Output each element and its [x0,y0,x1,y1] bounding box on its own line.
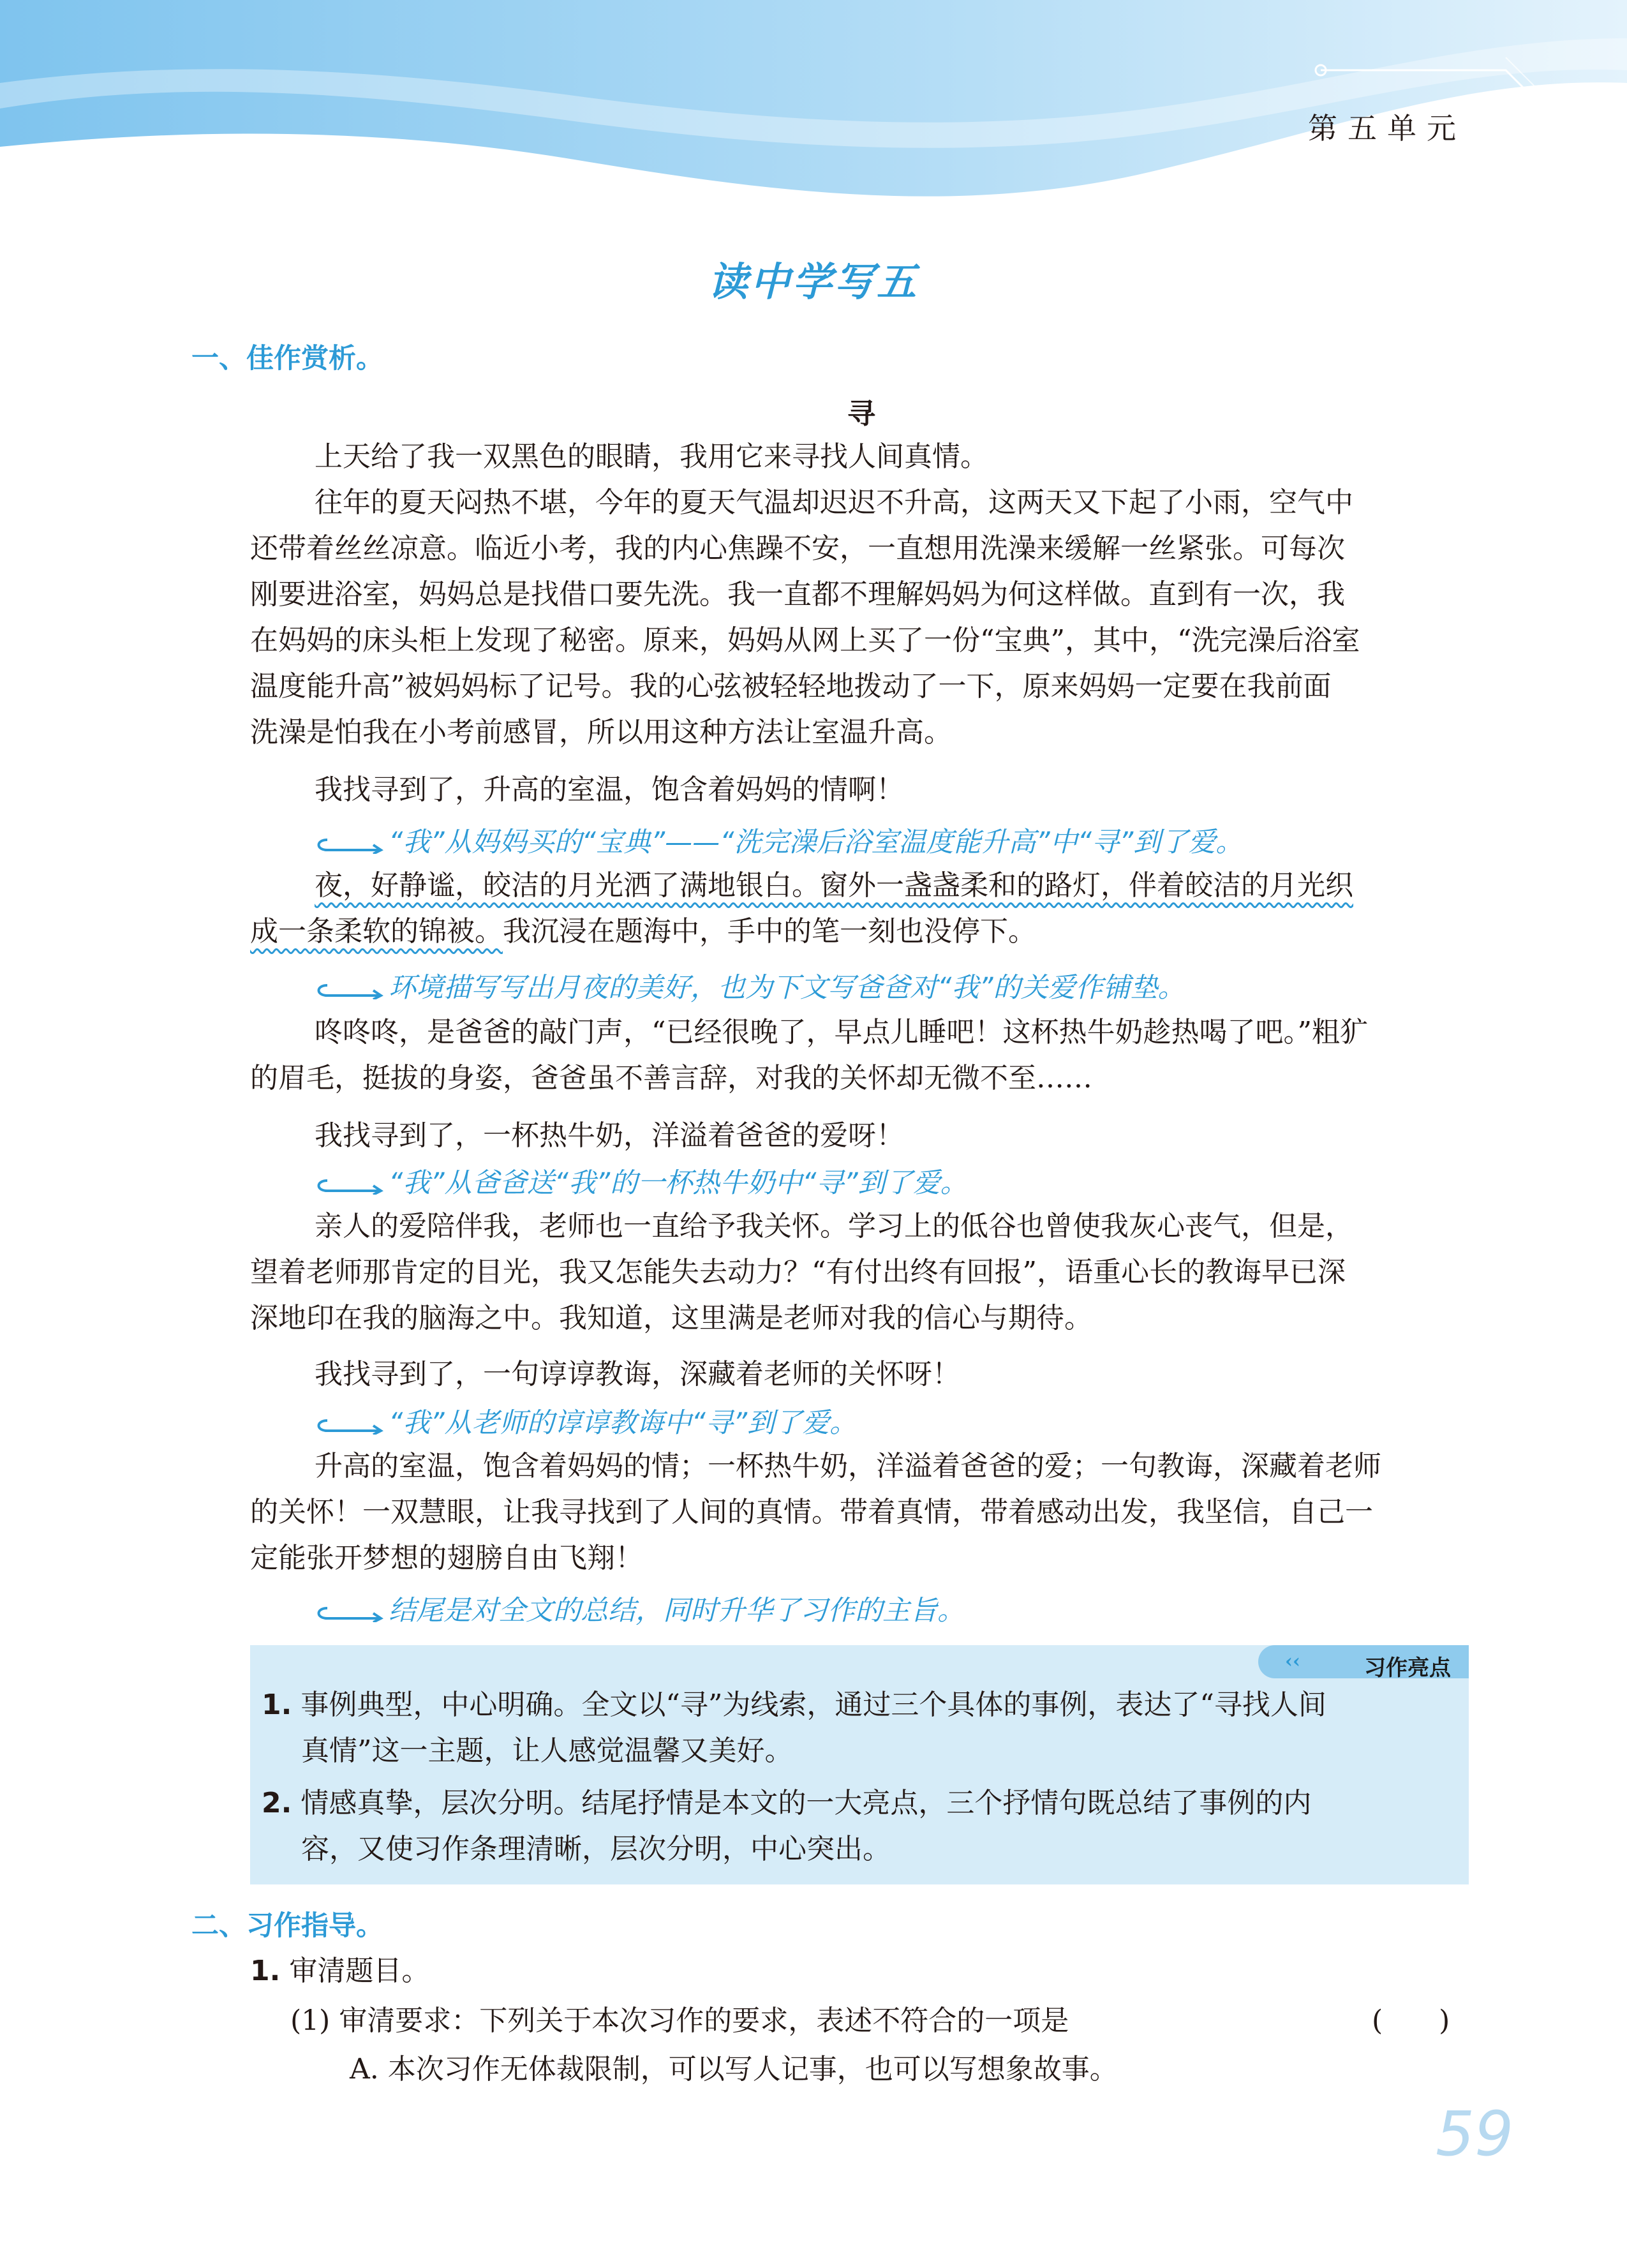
essay-line [315,863,1536,909]
annotation-arrow-icon [315,1415,385,1435]
essay-line: 在妈妈的床头柜上发现了秘密。原来，妈妈从网上买了一份“宝典”，其中，“洗完澡后浴室 [250,624,1360,657]
essay-line: 洗澡是怕我在小考前感冒，所以用这种方法让室温升高。 [250,716,952,749]
highlight-item-text: 真情”这一主题，让人感觉温馨又美好。 [301,1735,793,1767]
annotation-note [315,1161,968,1200]
essay-title: 寻 [847,398,875,430]
highlight-item [262,1780,1311,1872]
essay-line: 深地印在我的脑海之中。我知道，这里满是老师对我的信心与期待。 [250,1302,1092,1334]
essay-line: 我找寻到了，升高的室温，饱含着妈妈的情啊！ [315,773,904,806]
annotation-text: “我”从妈妈买的“宝典”——“洗完澡后浴室温度能升高”中“寻”到了爱。 [389,826,1244,858]
question-1: (1) 审清要求：下列关于本次习作的要求，表述不符合的一项是 [290,2004,1069,2037]
annotation-text: “我”从老师的谆谆教诲中“寻”到了爱。 [389,1407,858,1439]
answer-blank[interactable]: ( ) [1372,2004,1450,2037]
annotation-arrow-icon [315,835,385,854]
essay-line: 我找寻到了，一杯热牛奶，洋溢着爸爸的爱呀！ [315,1119,904,1152]
highlights-tag-label: 习作亮点 [1364,1655,1451,1681]
essay-line: 的眉毛，挺拔的身姿，爸爸虽不善言辞，对我的关怀却无微不至…… [250,1062,1092,1094]
highlights-box [250,1645,1469,1884]
unit-label: 第五单元 [1308,111,1466,145]
highlights-tag [1258,1645,1469,1681]
essay-line: 温度能升高”被妈妈标了记号。我的心弦被轻轻地拨动了一下，原来妈妈一定要在我前面 [250,670,1332,703]
essay-line: 我找寻到了，一句谆谆教诲，深藏着老师的关怀呀！ [315,1358,960,1391]
annotation-note [315,1401,857,1440]
section-heading-guidance: 二、习作指导。 [191,1910,383,1942]
annotation-arrow-icon [315,980,385,999]
underlined-text: 成一条柔软的锦被。 [250,915,503,948]
underlined-text: 夜，好静谧，皎洁的月光洒了满地银白。窗外一盏盏柔和的路灯，伴着皎洁的月光织 [315,869,1353,902]
guidance-item-1 [250,1948,429,1988]
essay-line: 还带着丝丝凉意。临近小考，我的内心焦躁不安，一直想用洗澡来缓解一丝紧张。可每次 [250,532,1345,565]
item-number: 1. [250,1955,281,1987]
annotation-arrow-icon [315,1175,385,1195]
essay-line: 往年的夏天闷热不堪，今年的夏天气温却迟迟不升高，这两天又下起了小雨，空气中 [315,486,1353,519]
essay-line: 的关怀！一双慧眼，让我寻找到了人间的真情。带着真情，带着感动出发，我坚信，自己一 [250,1496,1373,1528]
highlight-item [262,1682,1326,1774]
essay-line: 定能张开梦想的翅膀自由飞翔！ [250,1542,643,1574]
highlight-item-number: 1. [262,1689,292,1721]
essay-line: 望着老师那肯定的目光，我又怎能失去动力？“有付出终有回报”，语重心长的教诲早已深 [250,1256,1346,1288]
annotation-note [315,1589,965,1628]
double-chevron-icon: ‹‹ [1285,1650,1300,1673]
annotation-note [315,966,1185,1005]
essay-line: 升高的室温，饱含着妈妈的情；一杯热牛奶，洋溢着爸爸的爱；一句教诲，深藏着老师 [315,1450,1381,1482]
page-number: 59 [1436,2098,1514,2170]
highlight-item-text: 情感真挚，层次分明。结尾抒情是本文的一大亮点，三个抒情句既总结了事例的内 [301,1787,1312,1819]
question-1-option-a: A. 本次习作无体裁限制，可以写人记事，也可以写想象故事。 [350,2053,1118,2085]
page-title: 读中学写五 [708,258,919,305]
essay-line [250,909,1472,955]
annotation-text: 环境描写写出月夜的美好，也为下文写爸爸对“我”的关爱作铺垫。 [389,972,1185,1004]
annotation-text: 结尾是对全文的总结，同时升华了习作的主旨。 [389,1595,965,1627]
item-label: 审清题目。 [289,1955,430,1987]
highlight-item-text: 事例典型，中心明确。全文以“寻”为线索，通过三个具体的事例，表达了“寻找人间 [301,1689,1326,1721]
essay-line: 上天给了我一双黑色的眼睛，我用它来寻找人间真情。 [315,440,988,473]
highlight-item-number: 2. [262,1787,292,1819]
essay-line: 刚要进浴室，妈妈总是找借口要先洗。我一直都不理解妈妈为何这样做。直到有一次，我 [250,578,1345,611]
essay-text: 我沉浸在题海中，手中的笔一刻也没停下。 [503,915,1036,948]
annotation-note [315,821,1243,860]
section-heading-appreciation: 一、佳作赏析。 [191,343,383,375]
annotation-text: “我”从爸爸送“我”的一杯热牛奶中“寻”到了爱。 [389,1167,968,1199]
essay-line: 咚咚咚，是爸爸的敲门声，“已经很晚了，早点儿睡吧！这杯热牛奶趁热喝了吧。”粗犷 [315,1016,1368,1048]
annotation-arrow-icon [315,1603,385,1622]
essay-line: 亲人的爱陪伴我，老师也一直给予我关怀。学习上的低谷也曾使我灰心丧气，但是， [315,1210,1353,1242]
highlight-item-text: 容，又使习作条理清晰，层次分明，中心突出。 [301,1833,891,1865]
